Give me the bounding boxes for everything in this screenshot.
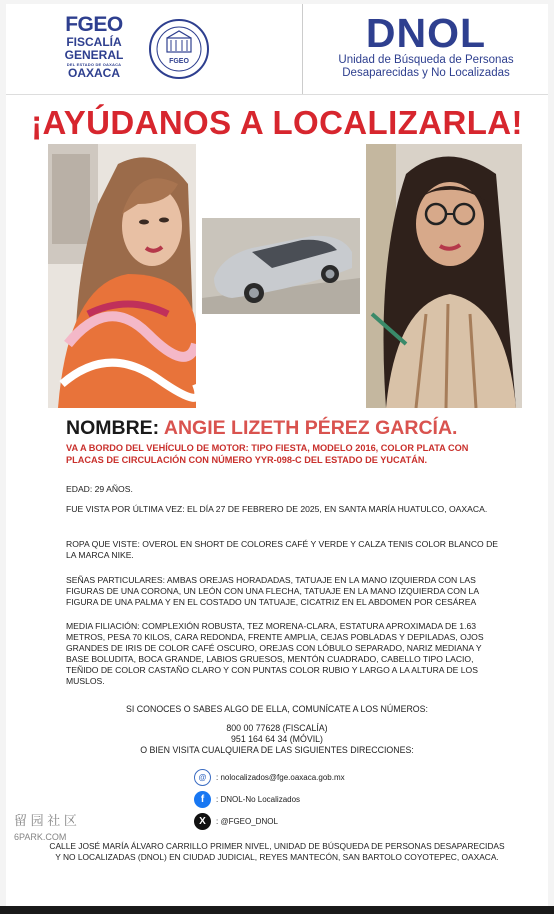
x-contact[interactable]	[194, 811, 278, 831]
vehicle-photo	[202, 218, 360, 314]
web-intro: O BIEN VISITA CUALQUIERA DE LAS SIGUIENTES DIRECCIONES:	[140, 745, 414, 755]
facebook-contact[interactable]	[194, 789, 300, 809]
dnol-logo	[311, 12, 541, 80]
poster-header	[6, 4, 548, 95]
watermark-logo: 留 园 社 区	[14, 813, 77, 828]
fgeo-logo-line3: DEL ESTADO DE OAXACA	[66, 62, 122, 67]
fgeo-logo-line4: OAXACA	[67, 66, 120, 80]
office-address: CALLE JOSÉ MARÍA ÁLVARO CARRILLO PRIMER NIVEL, UNIDAD DE BÚSQUEDA DE PERSONAS DESAPARECIDAS Y NO LOCALIZADAS (DNOL) EN CIUDAD JUDICIAL, REYES MANTECÓN, SAN BARTOLO COYOTEPEC, OAXACA.	[49, 841, 505, 862]
person-photo-left	[48, 144, 196, 408]
dnol-subtitle-2: Desaparecidas y No Localizadas	[342, 67, 510, 79]
name-label: NOMBRE:	[66, 417, 160, 439]
fgeo-logo-mark: FGEO	[65, 13, 123, 36]
contact-intro: SI CONOCES O SABES ALGO DE ELLA, COMUNÍCATE A LOS NÚMEROS:	[126, 704, 428, 714]
last-seen-info: FUE VISTA POR ÚLTIMA VEZ: EL DÍA 27 DE FEBRERO DE 2025, EN SANTA MARÍA HUATULCO, OAXACA.	[66, 504, 488, 514]
seal-text: FGEO	[169, 58, 189, 65]
dnol-logo-mark: DNOL	[365, 10, 487, 56]
missing-person-poster	[6, 4, 548, 906]
email-address[interactable]: : nolocalizados@fge.oaxaca.gob.mx	[216, 772, 345, 782]
fgeo-seal-icon	[148, 18, 210, 80]
x-icon: X	[194, 813, 211, 830]
fgeo-logo-line1: FISCALÍA	[66, 35, 122, 49]
email-contact[interactable]	[194, 767, 345, 787]
facebook-icon: f	[194, 791, 211, 808]
age-info: EDAD: 29 AÑOS.	[66, 484, 133, 494]
watermark-site: 6PARK.COM	[14, 832, 67, 842]
fgeo-logo-line2: GENERAL	[64, 48, 124, 62]
x-handle[interactable]: : @FGEO_DNOL	[216, 816, 278, 826]
facebook-handle[interactable]: : DNOL-No Localizados	[216, 794, 301, 804]
person-name	[66, 417, 457, 440]
bottom-bar	[0, 906, 554, 914]
dnol-subtitle-1: Unidad de Búsqueda de Personas	[338, 54, 514, 66]
email-icon: @	[194, 769, 211, 786]
phone-movil[interactable]: 951 164 64 34 (MÓVIL)	[231, 734, 323, 744]
fgeo-logo	[58, 14, 130, 80]
phone-fiscalia[interactable]: 800 00 77628 (FISCALÍA)	[226, 723, 328, 733]
clothing-info: ROPA QUE VISTE: OVEROL EN SHORT DE COLORES CAFÉ Y VERDE Y CALZA TENIS COLOR BLANCO DE LA MARCA NIKE.	[66, 539, 499, 560]
vehicle-info: VA A BORDO DEL VEHÍCULO DE MOTOR: TIPO FIESTA, MODELO 2016, COLOR PLATA CON PLACAS DE CIRCULACIÓN CON NÚMERO YYR-098-C DEL ESTADO DE YUCATÁN.	[66, 443, 469, 465]
physical-description-info: MEDIA FILIACIÓN: COMPLEXIÓN ROBUSTA, TEZ MORENA-CLARA, ESTATURA APROXIMADA DE 1.63 METROS, PESA 70 KILOS, CARA REDONDA, FRENTE AMPLIA, CEJAS POBLADAS Y DEPILADAS, OJOS GRANDES DE IRIS DE COLOR CAFÉ OSCURO, OREJAS CON LÓBULO SEPARADO, NARIZ MEDIANA Y BASE BOLUDITA, BOCA GRANDE, LABIOS GRUESOS, MENTÓN CUADRADO, CABELLO TIPO LACIO, TEÑIDO DE COLOR CASTAÑO CLARO Y CON PUNTAS COLOR RUBIO Y LARGO A LA ALTURA DE LOS MUSLOS.	[66, 621, 484, 686]
header-divider	[302, 4, 303, 94]
distinguishing-marks-info: SEÑAS PARTICULARES: AMBAS OREJAS HORADADAS, TATUAJE EN LA MANO IZQUIERDA CON LAS FIGURAS DE UNA CORONA, UN LEÓN CON UNA FLECHA, TATUAJE EN LA MANO IZQUIERDA CON LA FIGURA DE UNA PALMA Y EN EL COSTADO UN TATUAJE, CICATRIZ EN EL ABDOMEN POR CESÁREA	[66, 575, 479, 607]
person-photo-right	[366, 144, 522, 408]
headline: ¡AYÚDANOS A LOCALIZARLA!	[31, 104, 523, 141]
name-value: ANGIE LIZETH PÉREZ GARCÍA.	[163, 417, 458, 439]
